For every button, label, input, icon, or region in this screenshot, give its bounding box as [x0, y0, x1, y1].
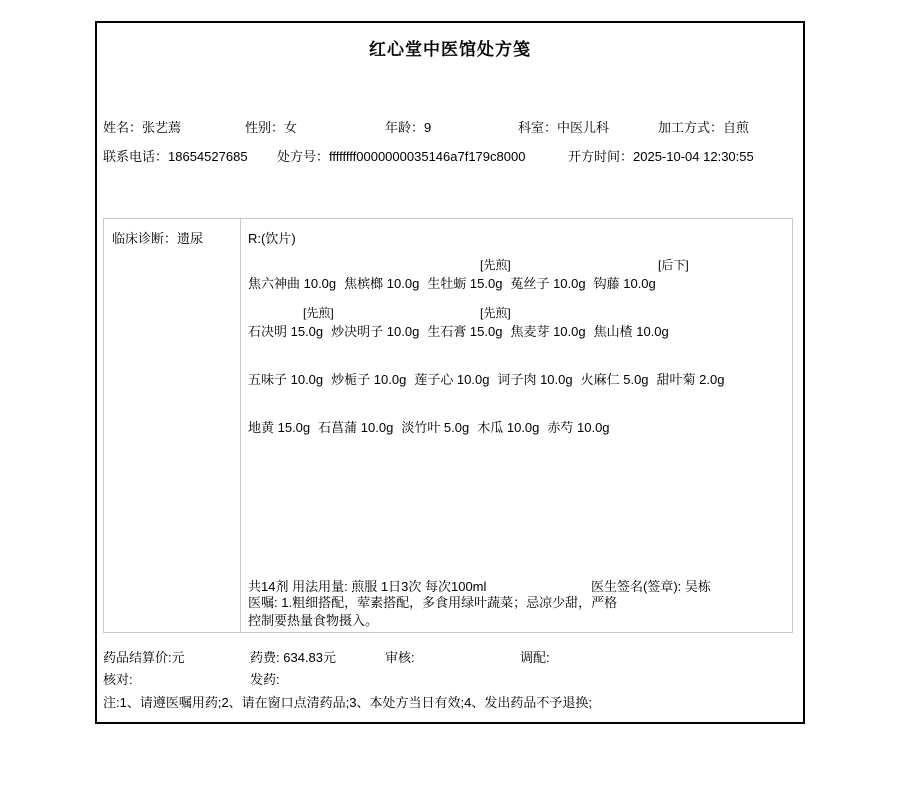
- herb-item: 焦山楂 10.0g: [593, 324, 669, 339]
- decoct-first-tag: [先煎]: [303, 306, 334, 320]
- herb-item: 菟丝子 10.0g: [510, 276, 586, 291]
- patient-age-label: 年龄：: [385, 120, 425, 135]
- patient-gender-label: 性别：: [245, 120, 285, 135]
- department-field: [518, 120, 609, 136]
- rx-header: R:(饮片): [248, 231, 296, 246]
- dispense-label: 调配:: [520, 650, 550, 665]
- settle-price-field: [103, 650, 185, 666]
- phone-value: 18654527685: [168, 149, 248, 164]
- herb-item: 赤芍 10.0g: [547, 420, 610, 435]
- decoction-tag-line: [248, 303, 788, 323]
- rx-number-value: ffffffff0000000035146a7f179c8000: [329, 149, 526, 164]
- diagnosis-label: 临床诊断：: [112, 231, 178, 246]
- medical-advice-line1: 医嘱: 1.粗细搭配，荤素搭配，多食用绿叶蔬菜；忌凉少甜，严格: [248, 595, 618, 610]
- herb-line: [248, 323, 788, 340]
- phone-field: [103, 149, 248, 165]
- herb-row-2: [248, 303, 788, 340]
- herb-item: 火麻仁 5.0g: [580, 372, 649, 387]
- drug-fee-label: 药费:: [250, 650, 280, 665]
- herb-item: 木瓜 10.0g: [477, 420, 540, 435]
- clinic-title: 红心堂中医馆处方笺: [369, 40, 531, 59]
- department-value: 中医儿科: [557, 120, 610, 135]
- herb-item: 生石膏 15.0g: [427, 324, 503, 339]
- dispense-field: [520, 650, 550, 666]
- herb-line: [248, 419, 788, 436]
- herb-item: 炒决明子 10.0g: [331, 324, 420, 339]
- herb-item: 莲子心 10.0g: [414, 372, 490, 387]
- herb-item: 石菖蒲 10.0g: [318, 420, 394, 435]
- doctor-signature-value: 吴栋: [684, 579, 711, 594]
- herb-line: [248, 371, 788, 388]
- herb-row-4: [248, 419, 788, 436]
- herb-item: 石决明 15.0g: [248, 324, 324, 339]
- process-method-field: [658, 120, 749, 136]
- decoction-tag-line: [248, 255, 788, 275]
- issue-field: [250, 672, 280, 688]
- patient-name-label: 姓名：: [103, 120, 143, 135]
- herb-item: 甜叶菊 2.0g: [656, 372, 725, 387]
- herb-item: 焦六神曲 10.0g: [248, 276, 337, 291]
- settle-price-value: 元: [171, 650, 185, 665]
- rx-number-label: 处方号：: [277, 149, 330, 164]
- patient-name-field: [103, 120, 181, 136]
- decoct-last-tag: [后下]: [658, 258, 689, 272]
- rx-number-field: [277, 149, 525, 165]
- decoct-first-tag: [先煎]: [480, 306, 511, 320]
- drug-fee-field: [250, 650, 336, 666]
- process-method-label: 加工方式：: [658, 120, 724, 135]
- herb-item: 五味子 10.0g: [248, 372, 324, 387]
- rx-time-value: 2025-10-04 12:30:55: [633, 149, 754, 164]
- prescription-sheet: [95, 21, 805, 724]
- review-field: [385, 650, 415, 666]
- herb-item: 炒栀子 10.0g: [331, 372, 407, 387]
- usage-line: 共14剂 用法用量: 煎服 1日3次 每次100ml: [248, 579, 487, 594]
- patient-name-value: 张艺蔫: [142, 120, 182, 135]
- patient-gender-value: 女: [284, 120, 298, 135]
- herb-item: 焦麦芽 10.0g: [510, 324, 586, 339]
- patient-age-field: [385, 120, 431, 136]
- phone-label: 联系电话：: [103, 149, 169, 164]
- herb-row-3: [248, 371, 788, 388]
- diagnosis-value: 遗尿: [177, 231, 204, 246]
- decoct-first-tag: [先煎]: [480, 258, 511, 272]
- diagnosis-field: [112, 231, 203, 246]
- diagnosis-cell: [104, 219, 241, 632]
- doctor-signature-field: [591, 576, 711, 595]
- drug-fee-value: 634.83元: [283, 650, 337, 665]
- herb-item: 焦槟榔 10.0g: [344, 276, 420, 291]
- issue-label: 发药:: [250, 672, 280, 687]
- rx-time-label: 开方时间：: [568, 149, 634, 164]
- patient-gender-field: [245, 120, 297, 136]
- patient-age-value: 9: [424, 120, 432, 135]
- process-method-value: 自煎: [723, 120, 750, 135]
- medical-advice: [248, 594, 617, 630]
- herb-item: 淡竹叶 5.0g: [401, 420, 470, 435]
- footer-note: 注:1、请遵医嘱用药;2、请在窗口点清药品;3、本处方当日有效;4、发出药品不予退换;: [103, 695, 592, 710]
- settle-price-label: 药品结算价:: [103, 650, 172, 665]
- herb-item: 钩藤 10.0g: [593, 276, 656, 291]
- check-label: 核对:: [103, 672, 133, 687]
- prescription-box: [103, 218, 793, 633]
- herb-item: 地黄 15.0g: [248, 420, 311, 435]
- herb-item: 诃子肉 10.0g: [497, 372, 573, 387]
- doctor-signature-label: 医生签名(签章):: [591, 579, 685, 594]
- herb-row-1: [248, 255, 788, 292]
- review-label: 审核:: [385, 650, 415, 665]
- medical-advice-line2: 控制要热量食物摄入。: [248, 613, 379, 628]
- herb-line: [248, 275, 788, 292]
- rx-time-field: [568, 149, 754, 165]
- check-field: [103, 672, 133, 688]
- herb-item: 生牡蛎 15.0g: [427, 276, 503, 291]
- department-label: 科室：: [518, 120, 558, 135]
